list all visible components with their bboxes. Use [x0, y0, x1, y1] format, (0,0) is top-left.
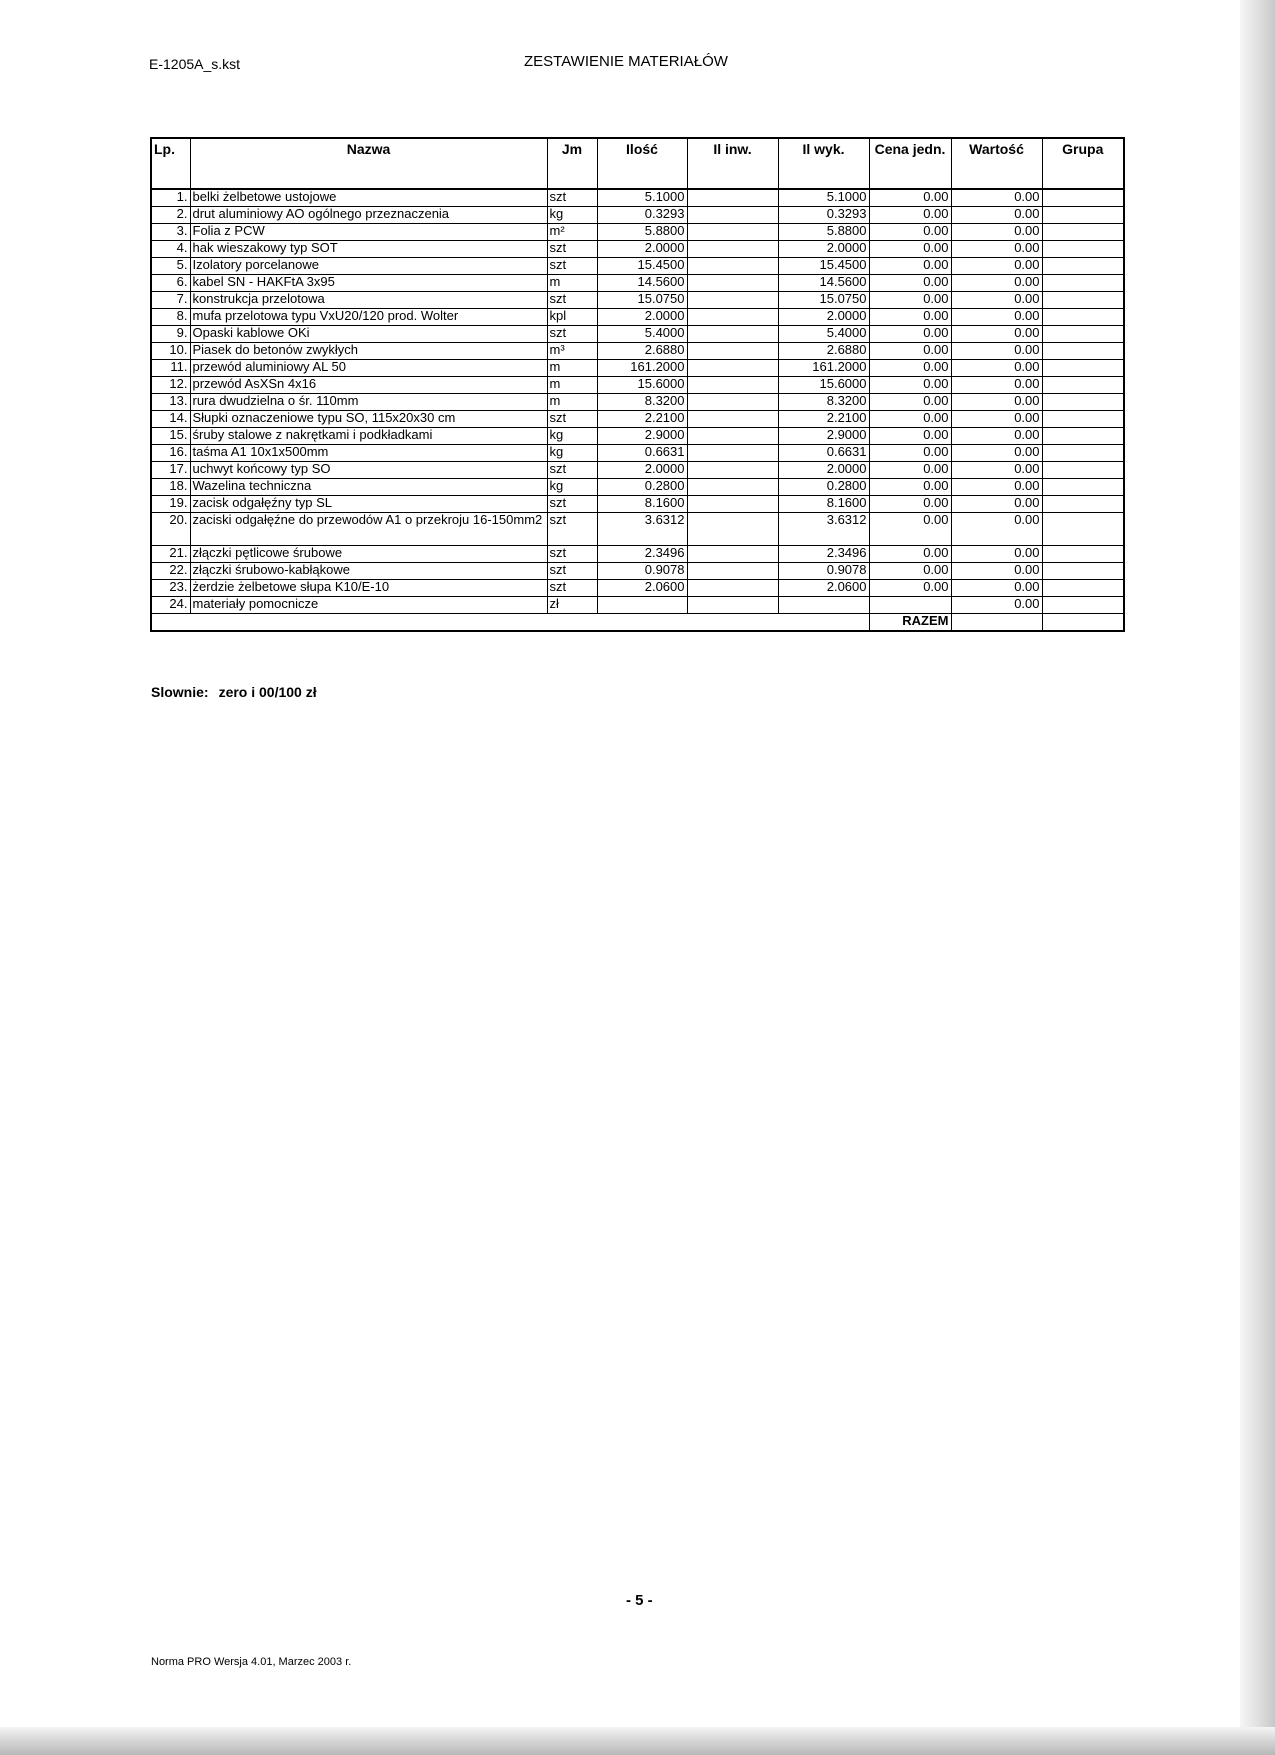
row-number: 13. — [151, 394, 190, 411]
quantity-executed: 14.5600 — [778, 275, 869, 292]
material-name: Izolatory porcelanowe — [190, 258, 547, 275]
unit: szt — [547, 326, 597, 343]
table-row — [151, 326, 1124, 343]
group — [1042, 189, 1124, 207]
quantity-executed: 2.0000 — [778, 309, 869, 326]
unit: kg — [547, 479, 597, 496]
row-number: 22. — [151, 563, 190, 580]
quantity-executed: 15.4500 — [778, 258, 869, 275]
unit: kg — [547, 428, 597, 445]
quantity: 5.8800 — [597, 224, 687, 241]
quantity-executed: 2.0600 — [778, 580, 869, 597]
table-row — [151, 189, 1124, 207]
unit: szt — [547, 462, 597, 479]
value: 0.00 — [951, 377, 1042, 394]
unit-price: 0.00 — [869, 326, 951, 343]
table-row — [151, 479, 1124, 496]
unit-price: 0.00 — [869, 343, 951, 360]
row-number: 14. — [151, 411, 190, 428]
table-row — [151, 309, 1124, 326]
row-number: 8. — [151, 309, 190, 326]
quantity: 0.3293 — [597, 207, 687, 224]
group — [1042, 377, 1124, 394]
material-name: hak wieszakowy typ SOT — [190, 241, 547, 258]
quantity: 2.2100 — [597, 411, 687, 428]
amount-in-words-label: Slownie: — [151, 684, 209, 700]
table-row — [151, 546, 1124, 563]
group — [1042, 563, 1124, 580]
material-name: przewód aluminiowy AL 50 — [190, 360, 547, 377]
group — [1042, 462, 1124, 479]
quantity — [597, 597, 687, 614]
quantity-executed: 15.0750 — [778, 292, 869, 309]
col-jm: Jm — [547, 138, 597, 189]
unit-price: 0.00 — [869, 241, 951, 258]
value: 0.00 — [951, 479, 1042, 496]
unit: m — [547, 394, 597, 411]
total-value — [951, 614, 1042, 632]
material-name: przewód AsXSn 4x16 — [190, 377, 547, 394]
row-number: 9. — [151, 326, 190, 343]
value: 0.00 — [951, 462, 1042, 479]
group — [1042, 513, 1124, 546]
unit-price: 0.00 — [869, 428, 951, 445]
unit-price: 0.00 — [869, 224, 951, 241]
unit-price: 0.00 — [869, 275, 951, 292]
quantity-inventory — [687, 343, 778, 360]
value: 0.00 — [951, 597, 1042, 614]
group — [1042, 546, 1124, 563]
value: 0.00 — [951, 309, 1042, 326]
group — [1042, 275, 1124, 292]
table-row — [151, 462, 1124, 479]
table-row — [151, 411, 1124, 428]
col-grupa: Grupa — [1042, 138, 1124, 189]
unit: szt — [547, 513, 597, 546]
material-name: Piasek do betonów zwykłych — [190, 343, 547, 360]
material-name: taśma A1 10x1x500mm — [190, 445, 547, 462]
group — [1042, 309, 1124, 326]
material-name: śruby stalowe z nakrętkami i podkładkami — [190, 428, 547, 445]
value: 0.00 — [951, 224, 1042, 241]
quantity-inventory — [687, 275, 778, 292]
quantity-inventory — [687, 326, 778, 343]
table-row — [151, 224, 1124, 241]
material-name: konstrukcja przelotowa — [190, 292, 547, 309]
quantity-executed: 2.0000 — [778, 462, 869, 479]
unit-price: 0.00 — [869, 411, 951, 428]
unit-price: 0.00 — [869, 496, 951, 513]
quantity: 8.3200 — [597, 394, 687, 411]
quantity: 15.0750 — [597, 292, 687, 309]
material-name: złączki śrubowo-kabłąkowe — [190, 563, 547, 580]
unit: szt — [547, 189, 597, 207]
unit-price: 0.00 — [869, 189, 951, 207]
materials-table — [150, 137, 1125, 632]
unit-price: 0.00 — [869, 360, 951, 377]
table-row — [151, 445, 1124, 462]
table-row — [151, 343, 1124, 360]
material-name: mufa przelotowa typu VxU20/120 prod. Wolter — [190, 309, 547, 326]
row-number: 24. — [151, 597, 190, 614]
quantity-executed: 161.2000 — [778, 360, 869, 377]
col-nazwa: Nazwa — [190, 138, 547, 189]
material-name: materiały pomocnicze — [190, 597, 547, 614]
row-number: 23. — [151, 580, 190, 597]
quantity: 8.1600 — [597, 496, 687, 513]
unit-price — [869, 597, 951, 614]
unit-price: 0.00 — [869, 258, 951, 275]
value: 0.00 — [951, 546, 1042, 563]
footer-software: Norma PRO Wersja 4.01, Marzec 2003 r. — [151, 1656, 352, 1668]
unit: zł — [547, 597, 597, 614]
quantity-inventory — [687, 597, 778, 614]
value: 0.00 — [951, 343, 1042, 360]
row-number: 15. — [151, 428, 190, 445]
material-name: żerdzie żelbetowe słupa K10/E-10 — [190, 580, 547, 597]
unit: szt — [547, 496, 597, 513]
quantity-inventory — [687, 258, 778, 275]
value: 0.00 — [951, 360, 1042, 377]
quantity-executed: 0.6631 — [778, 445, 869, 462]
material-name: Opaski kablowe OKi — [190, 326, 547, 343]
value: 0.00 — [951, 292, 1042, 309]
group — [1042, 343, 1124, 360]
group — [1042, 394, 1124, 411]
unit-price: 0.00 — [869, 207, 951, 224]
unit-price: 0.00 — [869, 377, 951, 394]
quantity: 5.1000 — [597, 189, 687, 207]
table-row — [151, 428, 1124, 445]
quantity: 15.6000 — [597, 377, 687, 394]
scan-edge-bottom — [0, 1727, 1275, 1755]
unit-price: 0.00 — [869, 394, 951, 411]
quantity: 0.9078 — [597, 563, 687, 580]
quantity-executed — [778, 597, 869, 614]
unit-price: 0.00 — [869, 546, 951, 563]
value: 0.00 — [951, 394, 1042, 411]
quantity-inventory — [687, 496, 778, 513]
quantity: 0.6631 — [597, 445, 687, 462]
quantity-executed: 0.3293 — [778, 207, 869, 224]
group — [1042, 580, 1124, 597]
material-name: rura dwudzielna o śr. 110mm — [190, 394, 547, 411]
group — [1042, 445, 1124, 462]
quantity-executed: 0.2800 — [778, 479, 869, 496]
group — [1042, 207, 1124, 224]
quantity-executed: 0.9078 — [778, 563, 869, 580]
material-name: Wazelina techniczna — [190, 479, 547, 496]
quantity-executed: 8.3200 — [778, 394, 869, 411]
col-lp: Lp. — [151, 138, 190, 189]
group — [1042, 241, 1124, 258]
material-name: zaciski odgałęźne do przewodów A1 o przekroju 16-150mm2 — [190, 513, 547, 546]
quantity-inventory — [687, 411, 778, 428]
quantity: 0.2800 — [597, 479, 687, 496]
quantity: 5.4000 — [597, 326, 687, 343]
row-number: 20. — [151, 513, 190, 546]
row-number: 2. — [151, 207, 190, 224]
row-number: 1. — [151, 189, 190, 207]
row-number: 5. — [151, 258, 190, 275]
group — [1042, 360, 1124, 377]
unit: szt — [547, 241, 597, 258]
quantity-executed: 2.0000 — [778, 241, 869, 258]
group — [1042, 258, 1124, 275]
quantity-inventory — [687, 292, 778, 309]
quantity: 2.3496 — [597, 546, 687, 563]
row-number: 4. — [151, 241, 190, 258]
quantity: 2.0600 — [597, 580, 687, 597]
row-number: 17. — [151, 462, 190, 479]
material-name: kabel SN - HAKFtA 3x95 — [190, 275, 547, 292]
quantity-inventory — [687, 513, 778, 546]
unit: m — [547, 360, 597, 377]
quantity: 2.0000 — [597, 241, 687, 258]
quantity: 3.6312 — [597, 513, 687, 546]
group — [1042, 326, 1124, 343]
table-header-row — [151, 138, 1124, 189]
amount-in-words-value: zero i 00/100 zł — [218, 684, 317, 700]
group — [1042, 411, 1124, 428]
quantity-executed: 2.6880 — [778, 343, 869, 360]
quantity-executed: 5.4000 — [778, 326, 869, 343]
material-name: zacisk odgałęźny typ SL — [190, 496, 547, 513]
quantity-inventory — [687, 224, 778, 241]
quantity-inventory — [687, 207, 778, 224]
unit: szt — [547, 546, 597, 563]
unit: szt — [547, 580, 597, 597]
total-row — [151, 614, 1124, 632]
unit-price: 0.00 — [869, 309, 951, 326]
file-name: E-1205A_s.kst — [149, 56, 241, 72]
unit-price: 0.00 — [869, 292, 951, 309]
unit: m² — [547, 224, 597, 241]
unit-price: 0.00 — [869, 445, 951, 462]
quantity-inventory — [687, 563, 778, 580]
quantity-executed: 3.6312 — [778, 513, 869, 546]
material-name: Słupki oznaczeniowe typu SO, 115x20x30 cm — [190, 411, 547, 428]
unit: kpl — [547, 309, 597, 326]
group — [1042, 224, 1124, 241]
quantity-executed: 2.9000 — [778, 428, 869, 445]
value: 0.00 — [951, 563, 1042, 580]
unit: szt — [547, 411, 597, 428]
unit: kg — [547, 445, 597, 462]
group — [1042, 292, 1124, 309]
unit-price: 0.00 — [869, 563, 951, 580]
table-row — [151, 496, 1124, 513]
material-name: uchwyt końcowy typ SO — [190, 462, 547, 479]
table-row — [151, 513, 1124, 546]
material-name: drut aluminiowy AO ogólnego przeznaczenia — [190, 207, 547, 224]
quantity-inventory — [687, 479, 778, 496]
group — [1042, 597, 1124, 614]
page-number: - 5 - — [626, 1592, 653, 1609]
unit-price: 0.00 — [869, 580, 951, 597]
quantity-inventory — [687, 377, 778, 394]
quantity-inventory — [687, 394, 778, 411]
col-il-inw: Il inw. — [687, 138, 778, 189]
group — [1042, 428, 1124, 445]
row-number: 11. — [151, 360, 190, 377]
unit-price: 0.00 — [869, 479, 951, 496]
value: 0.00 — [951, 241, 1042, 258]
table-row — [151, 360, 1124, 377]
quantity: 15.4500 — [597, 258, 687, 275]
table-row — [151, 258, 1124, 275]
value: 0.00 — [951, 326, 1042, 343]
scan-edge-right — [1240, 0, 1275, 1755]
quantity-executed: 2.3496 — [778, 546, 869, 563]
row-number: 10. — [151, 343, 190, 360]
table-row — [151, 207, 1124, 224]
row-number: 3. — [151, 224, 190, 241]
unit: szt — [547, 292, 597, 309]
row-number: 19. — [151, 496, 190, 513]
value: 0.00 — [951, 513, 1042, 546]
unit: m — [547, 275, 597, 292]
quantity: 2.0000 — [597, 309, 687, 326]
quantity-executed: 2.2100 — [778, 411, 869, 428]
quantity-executed: 8.1600 — [778, 496, 869, 513]
table-row — [151, 580, 1124, 597]
quantity-inventory — [687, 462, 778, 479]
table-row — [151, 597, 1124, 614]
table-row — [151, 275, 1124, 292]
value: 0.00 — [951, 428, 1042, 445]
material-name: belki żelbetowe ustojowe — [190, 189, 547, 207]
quantity: 2.9000 — [597, 428, 687, 445]
quantity-inventory — [687, 445, 778, 462]
value: 0.00 — [951, 207, 1042, 224]
quantity-executed: 15.6000 — [778, 377, 869, 394]
row-number: 6. — [151, 275, 190, 292]
quantity-executed: 5.1000 — [778, 189, 869, 207]
quantity-inventory — [687, 360, 778, 377]
col-wartosc: Wartość — [951, 138, 1042, 189]
material-name: złączki pętlicowe śrubowe — [190, 546, 547, 563]
quantity: 161.2000 — [597, 360, 687, 377]
value: 0.00 — [951, 189, 1042, 207]
quantity-inventory — [687, 580, 778, 597]
quantity: 2.6880 — [597, 343, 687, 360]
col-il-wyk: Il wyk. — [778, 138, 869, 189]
group — [1042, 496, 1124, 513]
col-cena: Cena jedn. — [869, 138, 951, 189]
material-name: Folia z PCW — [190, 224, 547, 241]
document-title: ZESTAWIENIE MATERIAŁÓW — [524, 53, 728, 70]
row-number: 21. — [151, 546, 190, 563]
amount-in-words — [151, 684, 327, 700]
row-number: 12. — [151, 377, 190, 394]
quantity: 14.5600 — [597, 275, 687, 292]
value: 0.00 — [951, 445, 1042, 462]
table-row — [151, 241, 1124, 258]
table-row — [151, 394, 1124, 411]
row-number: 7. — [151, 292, 190, 309]
unit: szt — [547, 563, 597, 580]
value: 0.00 — [951, 496, 1042, 513]
unit: m — [547, 377, 597, 394]
group — [1042, 479, 1124, 496]
unit-price: 0.00 — [869, 513, 951, 546]
unit: szt — [547, 258, 597, 275]
value: 0.00 — [951, 411, 1042, 428]
row-number: 16. — [151, 445, 190, 462]
quantity-inventory — [687, 428, 778, 445]
quantity-inventory — [687, 241, 778, 258]
quantity-inventory — [687, 546, 778, 563]
value: 0.00 — [951, 258, 1042, 275]
table-row — [151, 563, 1124, 580]
row-number: 18. — [151, 479, 190, 496]
table-row — [151, 377, 1124, 394]
col-ilosc: Ilość — [597, 138, 687, 189]
quantity-inventory — [687, 189, 778, 207]
quantity: 2.0000 — [597, 462, 687, 479]
unit-price: 0.00 — [869, 462, 951, 479]
value: 0.00 — [951, 580, 1042, 597]
table-row — [151, 292, 1124, 309]
total-label: RAZEM — [869, 614, 951, 632]
value: 0.00 — [951, 275, 1042, 292]
quantity-executed: 5.8800 — [778, 224, 869, 241]
unit: m³ — [547, 343, 597, 360]
unit: kg — [547, 207, 597, 224]
quantity-inventory — [687, 309, 778, 326]
